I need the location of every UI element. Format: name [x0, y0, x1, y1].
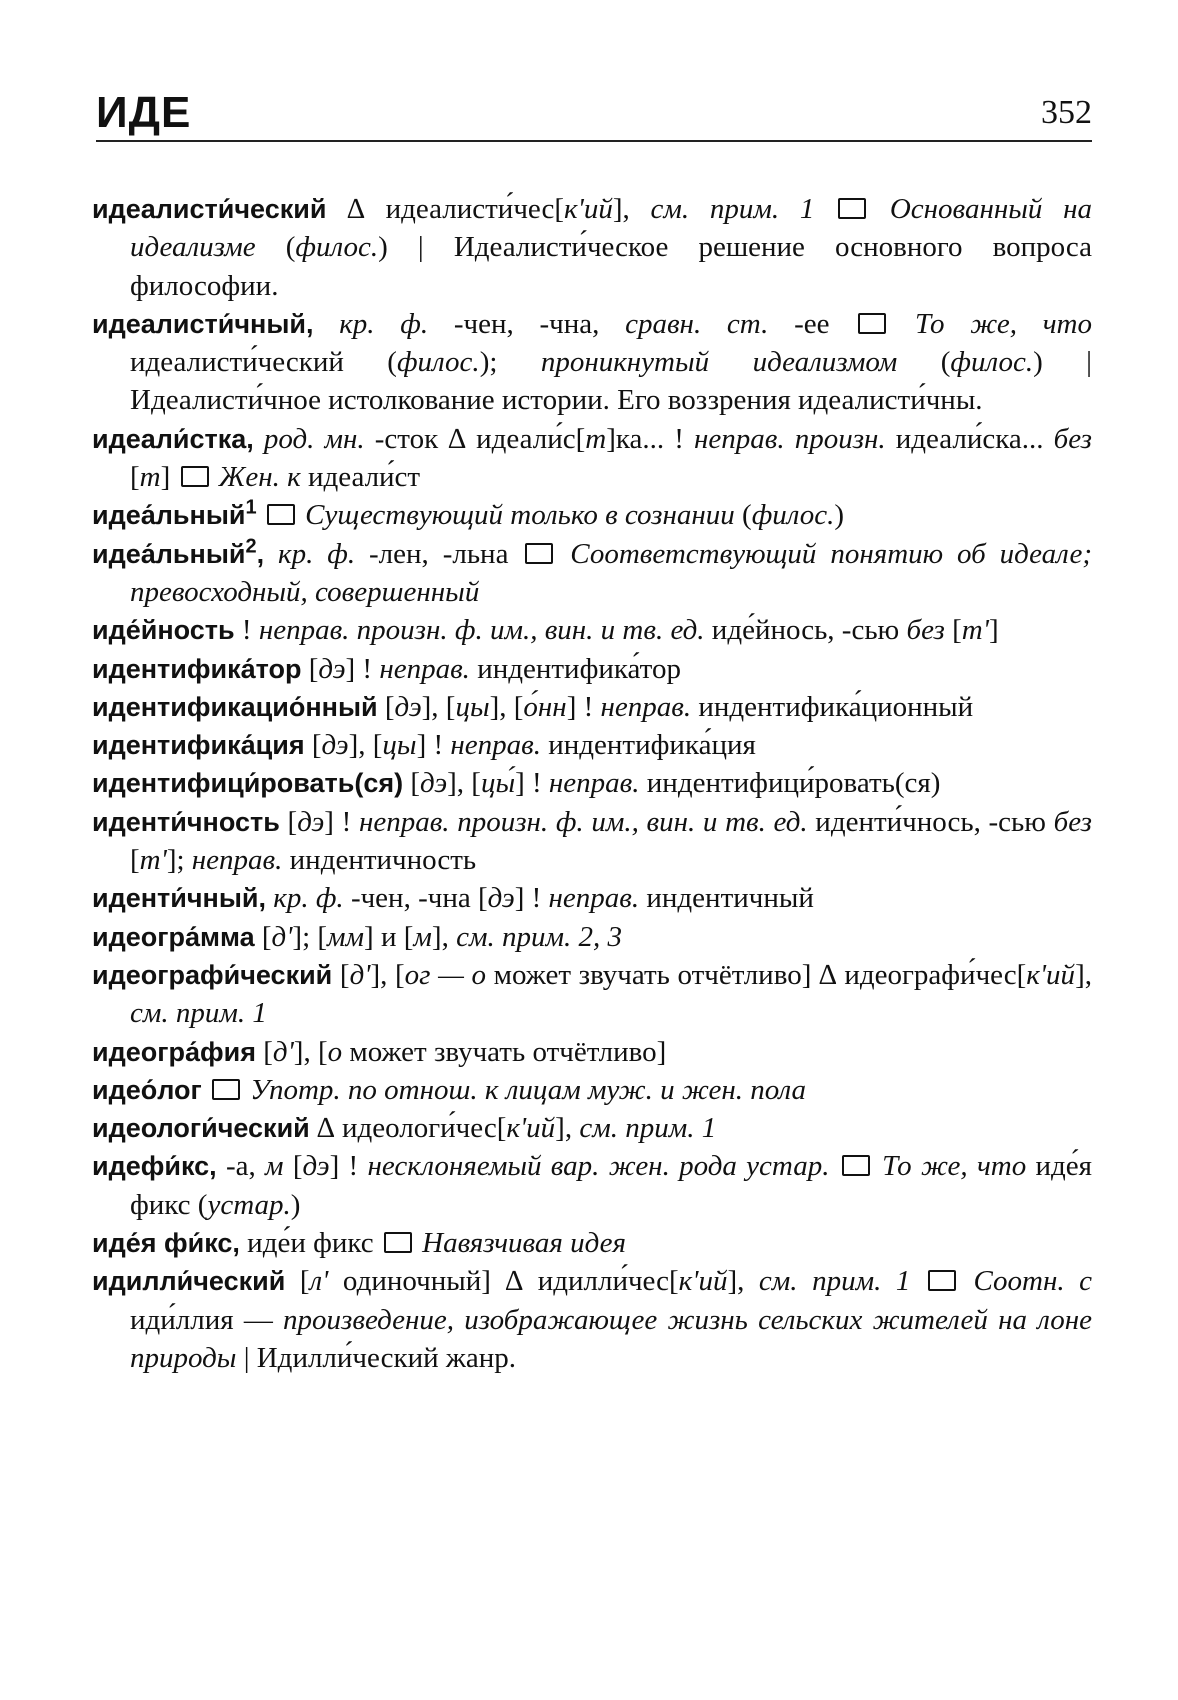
dictionary-entry: идеогра́фия [д'], [о может звучать отчётливо]: [92, 1035, 667, 1068]
headword: иденти́чный,: [92, 883, 267, 914]
headword: идилли́ческий: [92, 1266, 286, 1297]
headword: идентифици́ровать(ся): [92, 768, 404, 799]
dictionary-entry: идефи́кс, -а, м [дэ] ! несклоняемый вар. жен. рода устар. То же, что иде́я фикс (устар.): [92, 1150, 1093, 1221]
square-box-icon: [267, 504, 295, 525]
square-box-icon: [838, 198, 866, 219]
headword: иде́я фи́кс,: [92, 1228, 240, 1259]
headword: идеологи́ческий: [92, 1113, 310, 1144]
dictionary-entry: иде́йность ! неправ. произн. ф. им., вин. и тв. ед. иде́йнось, -сью без [т']: [92, 614, 999, 647]
square-box-icon: [181, 466, 209, 487]
dictionary-entry: идеали́стка, род. мн. -сток ∆ идеали́с[т]ка... ! неправ. произн. идеали́ска... без [т] Жен. к идеали́ст: [92, 422, 1092, 494]
square-box-icon: [928, 1270, 956, 1291]
dictionary-entry: идилли́ческий [л' одиночный] ∆ идилли́чес[к'ий], см. прим. 1 Соотн. с иди́ллия — произведение, изображающее жизнь сельских жителей на лоне природы | Идилли́ческий жанр.: [92, 1265, 1092, 1374]
header-rule: [96, 140, 1092, 142]
headword: идеали́стка,: [92, 423, 254, 454]
headword: идеалисти́ческий: [92, 194, 327, 224]
page-header: [96, 84, 1092, 142]
dictionary-entry: иде́я фи́кс, иде́и фикс Навязчивая идея: [92, 1227, 627, 1260]
square-box-icon: [858, 313, 886, 334]
dictionary-entry: идеогра́мма [д']; [мм] и [м], см. прим. 2, 3: [92, 920, 622, 953]
homonym-index: 1: [245, 496, 257, 519]
dictionary-entry: идеографи́ческий [д'], [ог — о может звучать отчётливо] ∆ идеографи́чес[к'ий], см. прим. 1: [92, 958, 1092, 1030]
dictionary-entry: идентифика́ция [дэ], [цы] ! неправ. индентифика́ция: [92, 729, 756, 762]
headword: идентифика́тор: [92, 653, 302, 684]
headword: иденти́чность: [92, 806, 280, 837]
dictionary-entry: идеалисти́ческий ∆ идеалисти́чес[к'ий], см. прим. 1 Основанный на идеализме (филос.) | Идеалисти́ческое решение основного вопроса философии.: [92, 193, 1092, 302]
dictionary-entry: идентифици́ровать(ся) [дэ], [цы́] ! неправ. индентифици́ровать(ся): [92, 767, 941, 800]
square-box-icon: [525, 543, 553, 564]
headword: идеографи́ческий: [92, 959, 333, 990]
square-box-icon: [842, 1155, 870, 1176]
dictionary-entry: иденти́чность [дэ] ! неправ. произн. ф. им., вин. и тв. ед. иденти́чнось, -сью без [т']; неправ. индентичность: [92, 805, 1092, 877]
dictionary-entry: идентификацио́нный [дэ], [цы], [о́нн] ! неправ. индентифика́ционный: [92, 690, 974, 723]
dictionary-entry: идеологи́ческий ∆ идеологи́чес[к'ий], см. прим. 1: [92, 1112, 717, 1145]
guide-word: ИДЕ: [96, 88, 192, 137]
dictionary-entry: идеа́льный$^2$, кр. ф. -лен, -льна Соответствующий понятию об идеале; превосходный, совершенный: [92, 535, 1093, 608]
headword: идеогра́фия: [92, 1036, 256, 1067]
square-box-icon: [212, 1079, 240, 1100]
page-number: 352: [1041, 94, 1092, 131]
dictionary-entries: [92, 190, 1092, 1377]
headword: идефи́кс,: [92, 1151, 217, 1182]
square-box-icon: [384, 1232, 412, 1253]
headword: идео́лог: [92, 1074, 202, 1105]
headword: иде́йность: [92, 615, 235, 646]
dictionary-entry: иденти́чный, кр. ф. -чен, -чна [дэ] ! неправ. индентичный: [92, 882, 814, 915]
homonym-index: 2: [245, 535, 257, 558]
headword: идентифика́ция: [92, 730, 305, 761]
headword: идентификацио́нный: [92, 691, 378, 722]
headword: идеогра́мма: [92, 921, 255, 952]
dictionary-entry: идеалисти́чный, кр. ф. -чен, -чна, сравн. ст. -ее То же, что идеалисти́ческий (филос.); проникнутый идеализмом (филос.) | Идеалисти́чное истолкование истории. Его воззрения идеалисти́чны.: [92, 307, 1092, 417]
headword: идеалисти́чный,: [92, 308, 314, 339]
dictionary-entry: идентифика́тор [дэ] ! неправ. индентифика́тор: [92, 652, 681, 685]
dictionary-entry: идео́лог Употр. по отнош. к лицам муж. и жен. пола: [92, 1073, 806, 1106]
dictionary-entry: идеа́льный$^1$ Существующий только в сознании (филос.): [92, 496, 845, 532]
headword: идеа́льный: [92, 500, 246, 531]
headword: идеа́льный: [92, 538, 246, 569]
